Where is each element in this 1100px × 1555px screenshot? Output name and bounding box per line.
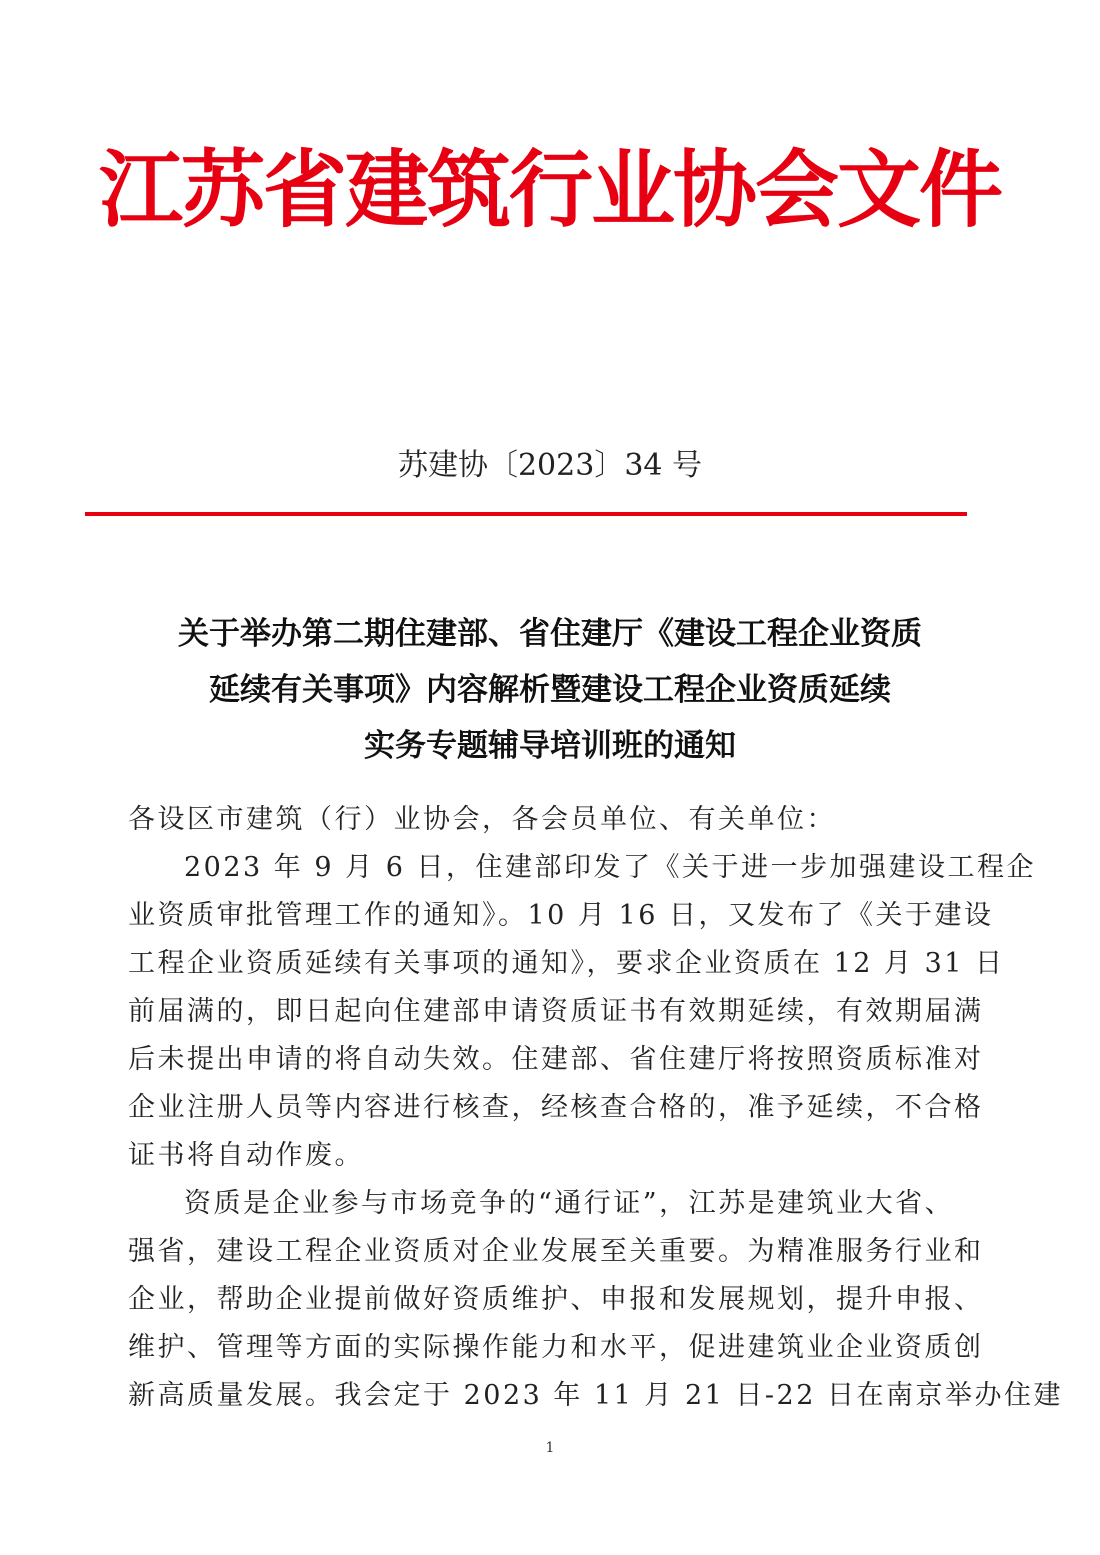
- title-line-1: 关于举办第二期住建部、省住建厅《建设工程企业资质: [178, 616, 922, 652]
- notice-body: [128, 796, 1063, 1420]
- paragraph-1-line-3: 工程企业资质延续有关事项的通知》，要求企业资质在 12 月 31 日: [128, 948, 1005, 979]
- salutation: 各设区市建筑（行）业协会，各会员单位、有关单位：: [128, 804, 836, 835]
- paragraph-1-line-5: 后未提出申请的将自动失效。住建部、省住建厅将按照资质标准对: [128, 1044, 984, 1075]
- page-number: 1: [545, 1440, 555, 1456]
- paragraph-1-line-6: 企业注册人员等内容进行核查，经核查合格的，准予延续，不合格: [128, 1092, 984, 1123]
- notice-title: [100, 606, 1000, 774]
- paragraph-2-line-2: 强省，建设工程企业资质对企业发展至关重要。为精准服务行业和: [128, 1236, 984, 1267]
- paragraph-2-line-5: 新高质量发展。我会定于 2023 年 11 月 21 日-22 日在南京举办住建: [128, 1380, 1063, 1411]
- paragraph-2-line-4: 维护、管理等方面的实际操作能力和水平，促进建筑业企业资质创: [128, 1332, 984, 1363]
- title-line-3: 实务专题辅导培训班的通知: [364, 728, 736, 764]
- document-number: 苏建协〔2023〕34 号: [397, 448, 703, 483]
- paragraph-1-line-4: 前届满的，即日起向住建部申请资质证书有效期延续，有效期届满: [128, 996, 984, 1027]
- paragraph-1-line-1: 2023 年 9 月 6 日，住建部印发了《关于进一步加强建设工程企: [184, 852, 1036, 883]
- masthead-title: 江苏省建筑行业协会文件: [98, 141, 1001, 239]
- paragraph-2-line-1: 资质是企业参与市场竞争的“通行证”，江苏是建筑业大省、: [184, 1188, 955, 1219]
- paragraph-1-line-7: 证书将自动作废。: [128, 1140, 364, 1171]
- title-line-2: 延续有关事项》内容解析暨建设工程企业资质延续: [209, 672, 891, 708]
- paragraph-2-line-3: 企业，帮助企业提前做好资质维护、申报和发展规划，提升申报、: [128, 1284, 984, 1315]
- paragraph-1-line-2: 业资质审批管理工作的通知》。10 月 16 日，又发布了《关于建设: [128, 900, 994, 931]
- red-divider-line: [85, 512, 967, 516]
